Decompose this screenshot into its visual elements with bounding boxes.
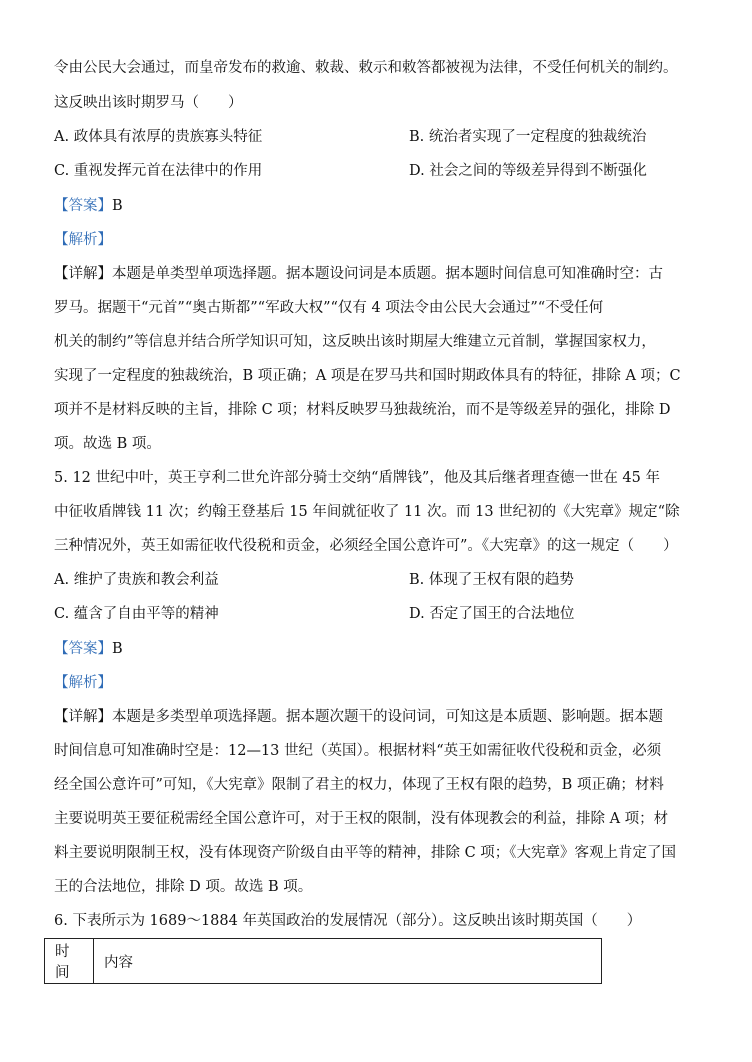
q5-detail-line-1 bbox=[54, 707, 663, 727]
q4-detail-line-3: 机关的制约”等信息并结合所学知识可知，这反映出该时期屋大维建立元首制，掌握国家权力， bbox=[54, 334, 656, 350]
q5-detail-line-5: 料主要说明限制王权，没有体现资产阶级自由平等的精神，排除 C 项；《大宪章》客观上肯定了国 bbox=[54, 845, 677, 861]
q5-stem-line-1: 5. 12 世纪中叶，英王亨利二世允许部分骑士交纳“盾牌钱”，他及其后继者理查德一世在 45 年 bbox=[54, 470, 660, 486]
q4-stem-line-1: 令由公民大会通过，而皇帝发布的救逾、敕裁、敕示和敕答都被视为法律，不受任何机关的制约。 bbox=[54, 60, 678, 76]
q4-option-a: A. 政体具有浓厚的贵族寡头特征 bbox=[54, 129, 263, 145]
q6-stem: 6. 下表所示为 1689～1884 年英国政治的发展情况（部分）。这反映出该时期英国（ ） bbox=[54, 913, 642, 929]
q4-detail-line-6: 项。故选 B 项。 bbox=[54, 436, 161, 452]
q4-option-c: C. 重视发挥元首在法律中的作用 bbox=[54, 163, 263, 179]
q5-detail-line-3: 经全国公意许可”可知，《大宪章》限制了君主的权力，体现了王权有限的趋势，B 项正确；材料 bbox=[54, 777, 664, 793]
q4-detail-line-4: 实现了一定程度的独裁统治，B 项正确；A 项是在罗马共和国时期政体具有的特征，排除 A 项；C bbox=[54, 368, 681, 384]
table-header-row bbox=[45, 939, 602, 984]
detail-text: 本题是单类型单项选择题。据本题设问词是本质题。据本题时间信息可知准确时空：古 bbox=[112, 266, 663, 282]
q5-detail-line-2: 时间信息可知准确时空是：12—13 世纪（英国）。根据材料“英王如需征收代役税和贡金，必须 bbox=[54, 743, 662, 759]
table-header-content: 内容 bbox=[94, 939, 602, 984]
q4-detail-line-5: 项并不是材料反映的主旨，排除 C 项；材料反映罗马独裁统治，而不是等级差异的强化，排除 D bbox=[54, 402, 671, 418]
q5-option-d: D. 否定了国王的合法地位 bbox=[409, 606, 575, 622]
q6-table bbox=[44, 938, 602, 984]
q5-detail-line-6: 王的合法地位，排除 D 项。故选 B 项。 bbox=[54, 879, 313, 895]
q5-option-a: A. 维护了贵族和教会利益 bbox=[54, 572, 219, 588]
q4-stem-line-2: 这反映出该时期罗马（ ） bbox=[54, 95, 243, 111]
answer-value: B bbox=[112, 198, 123, 214]
q5-option-b: B. 体现了王权有限的趋势 bbox=[409, 572, 574, 588]
q5-answer bbox=[54, 639, 123, 659]
q5-detail-line-4: 主要说明英王要征税需经全国公意许可，对于王权的限制，没有体现教会的利益，排除 A 项；材 bbox=[54, 811, 669, 827]
table-header-time: 时间 bbox=[45, 939, 94, 984]
q4-detail-line-2: 罗马。据题干“元首”“奥古斯都”“军政大权”“仅有 4 项法令由公民大会通过”“不受任何 bbox=[54, 300, 604, 316]
q4-answer bbox=[54, 196, 123, 216]
answer-value: B bbox=[112, 641, 123, 657]
detail-text: 本题是多类型单项选择题。据本题次题干的设问词，可知这是本质题、影响题。据本题 bbox=[112, 709, 663, 725]
q4-option-d: D. 社会之间的等级差异得到不断强化 bbox=[409, 163, 647, 179]
q5-option-c: C. 蕴含了自由平等的精神 bbox=[54, 606, 219, 622]
answer-tag: 【答案】 bbox=[54, 198, 112, 214]
q5-stem-line-2: 中征收盾牌钱 11 次；约翰王登基后 15 年间就征收了 11 次。而 13 世纪初的《大宪章》规定“除 bbox=[54, 504, 680, 520]
q5-analysis-tag: 【解析】 bbox=[54, 675, 112, 691]
detail-tag: 【详解】 bbox=[54, 709, 112, 725]
answer-tag: 【答案】 bbox=[54, 641, 112, 657]
q4-detail-line-1 bbox=[54, 264, 663, 284]
detail-tag: 【详解】 bbox=[54, 266, 112, 282]
q4-option-b: B. 统治者实现了一定程度的独裁统治 bbox=[409, 129, 647, 145]
q4-analysis-tag: 【解析】 bbox=[54, 232, 112, 248]
q5-stem-line-3: 三种情况外，英王如需征收代役税和贡金，必须经全国公意许可”。《大宪章》的这一规定（ ） bbox=[54, 538, 678, 554]
